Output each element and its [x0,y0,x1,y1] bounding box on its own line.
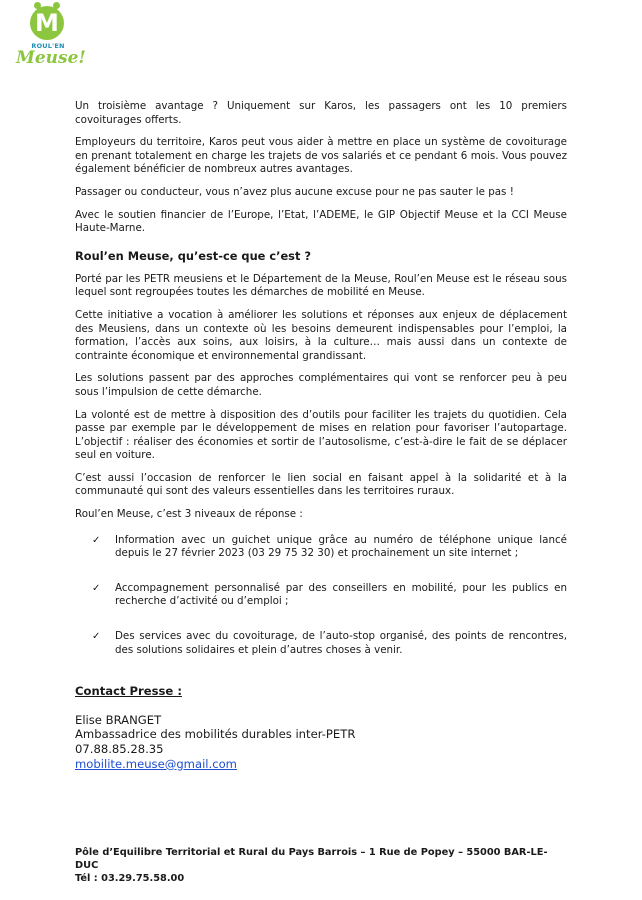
paragraph-section-2: Cette initiative a vocation à améliorer les solutions et réponses aux enjeux de déplacement des Meusiens, dans un contexte où les besoins demeurent indispensables pour l’emploi, la formation, l’accès aux soins, aux loisirs, à la culture… mais aussi dans un contexte de contrainte économique et environnemental grandissant. [75,308,567,362]
contact-role: Ambassadrice des mobilités durables inter-PETR [75,727,356,742]
list-item-text: Accompagnement personnalisé par des conseillers en mobilité, pour les publics en recherche d’activité ou d’emploi ; [115,581,567,608]
list-item [75,534,567,561]
footer [75,846,567,885]
paragraph-section-3: Les solutions passent par des approches complémentaires qui vont se renforcer peu à peu sous l’impulsion de cette démarche. [75,372,567,398]
list-item-text: Des services avec du covoiturage, de l’auto-stop organisé, des points de rencontres, des solutions solidaires et plein d’autres choses à venir. [115,630,567,656]
check-icon: ✓ [92,534,101,546]
press-contact [75,684,567,771]
logo-text-meuse: Meuse! [16,48,86,68]
response-levels-list [75,534,567,658]
contact-heading: Contact Presse : [75,684,182,699]
paragraph-intro-1: Un troisième avantage ? Uniquement sur Karos, les passagers ont les 10 premiers covoiturages offerts. [75,100,567,126]
paragraph-section-6: Roul’en Meuse, c’est 3 niveaux de réponse : [75,508,303,521]
section-title: Roul’en Meuse, qu’est-ce que c’est ? [75,248,311,263]
paragraph-intro-2: Employeurs du territoire, Karos peut vous aider à mettre en place un système de covoiturage en prenant totalement en charge les trajets de vos salariés et ce pendant 6 mois. Vous pouvez également bénéficier de nombreux autres avantages. [75,136,567,176]
contact-name: Elise BRANGET [75,712,162,727]
paragraph-intro-4: Avec le soutien financier de l’Europe, l’Etat, l’ADEME, le GIP Objectif Meuse et la CCI Meuse Haute-Marne. [75,208,567,235]
roulen-meuse-logo [14,4,86,76]
footer-address: Pôle d’Equilibre Territorial et Rural du Pays Barrois – 1 Rue de Popey – 55000 BAR-LE-DUC [75,847,548,871]
contact-email-link[interactable]: mobilite.meuse@gmail.com [75,756,237,771]
footer-phone: Tél : 03.29.75.58.00 [75,873,185,884]
paragraph-section-5: C’est aussi l’occasion de renforcer le lien social en faisant appel à la solidarité et à la communauté qui sont des valeurs essentielles dans les territoires ruraux. [75,471,567,498]
document-body [75,100,567,771]
paragraph-section-1: Porté par les PETR meusiens et le Département de la Meuse, Roul’en Meuse est le réseau sous lequel sont regroupées toutes les démarches de mobilité en Meuse. [75,272,567,299]
check-icon: ✓ [92,582,101,594]
logo-text-roulen: ROUL'EN [31,42,65,50]
contact-phone: 07.88.85.28.35 [75,742,164,756]
paragraph-intro-3: Passager ou conducteur, vous n’avez plus aucune excuse pour ne pas sauter le pas ! [75,185,514,198]
paragraph-section-4: La volonté est de mettre à disposition des d’outils pour faciliter les trajets du quotidien. Cela passe par exemple par le développement de mises en relation pour favoriser l’autopartage. L’objectif : réaliser des économies et sortir de l’autosolisme, c’est-à-dire le fait de se déplacer seul en voiture. [75,408,567,462]
list-item [75,582,567,609]
list-item [75,630,567,657]
logo-letter: M [35,9,59,37]
list-item-text: Information avec un guichet unique grâce au numéro de téléphone unique lancé depuis le 27 février 2023 (03 29 75 32 30) et prochainement un site internet ; [115,533,567,560]
check-icon: ✓ [92,631,101,643]
